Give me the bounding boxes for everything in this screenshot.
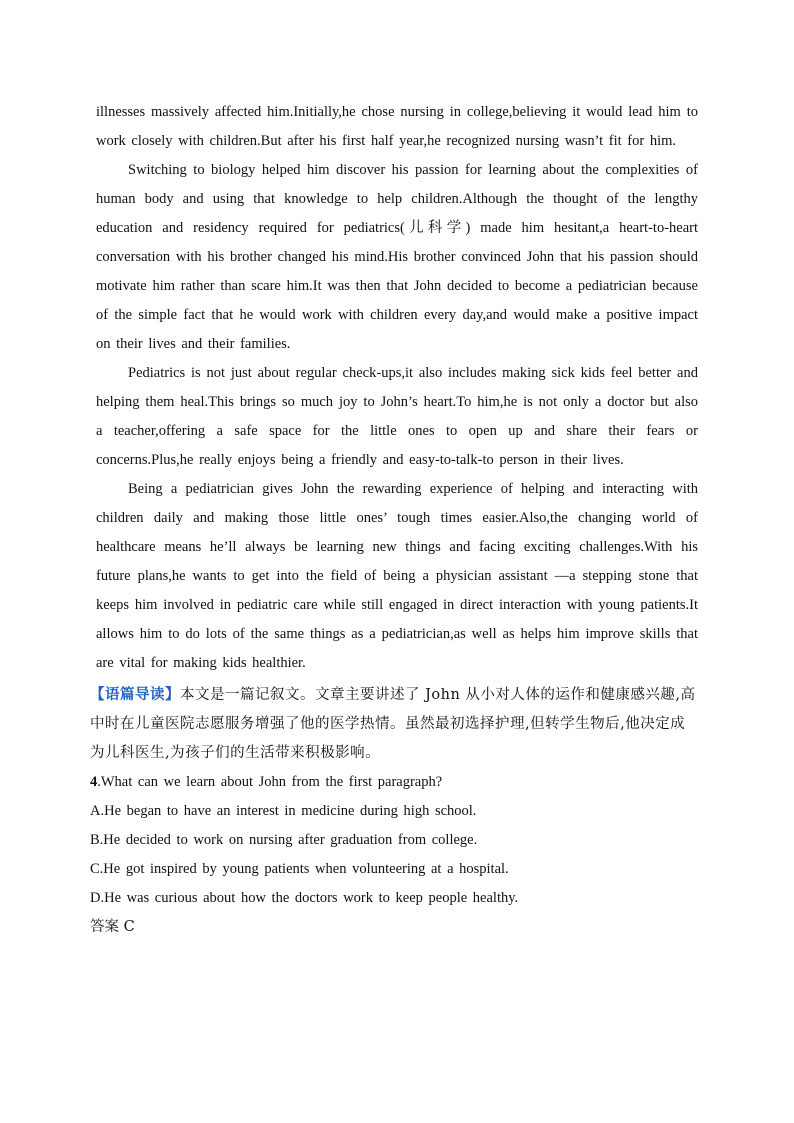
option-d: D.He was curious about how the doctors work to keep people healthy. (90, 890, 519, 906)
passage-paragraph-3: Pediatrics is not just about regular check-ups,it also includes making sick kids feel better and helping them heal.This brings so much joy to John’s heart.To him,he is not only a doctor but also a teacher,offering a safe space for the little ones to open up and share their fears or concerns.Plus,he really enjoys being a friendly and easy-to-talk-to person in their lives. (96, 365, 698, 468)
option-a: A.He began to have an interest in medicine during high school. (90, 803, 477, 819)
passage-paragraph-4: Being a pediatrician gives John the rewarding experience of helping and interacting with children daily and making those little ones’ tough times easier.Also,the changing world of healthcare means he’ll always be learning new things and facing exciting challenges.With his future plans,he wants to get into the field of being a physician assistant —a stepping stone that keeps him involved in pediatric care while still engaged in direct interaction with young patients.It allows him to do lots of the same things as a pediatrician,as well as helps him improve skills that are vital for making kids healthier. (96, 481, 698, 671)
reading-passage (96, 98, 698, 678)
passage-paragraph-1: illnesses massively affected him.Initially,he chose nursing in college,believing it would lead him to work closely with children.But after his first half year,he recognized nursing wasn’t fit for him. (96, 104, 698, 149)
question-number: 4 (90, 774, 98, 790)
passage-paragraph-2: Switching to biology helped him discover his passion for learning about the complexities of human body and using that knowledge to help children.Although the thought of the lengthy education and residency required for pediatrics(儿科学) made him hesitant,a heart-to-heart conversation with his brother changed his mind.His brother convinced John that his passion should motivate him rather than scare him.It was then that John decided to become a pediatrician because of the simple fact that he would work with children every day,and would make a positive impact on their lives and their families. (96, 162, 698, 352)
answer-value: C (123, 919, 135, 935)
passage-guide (90, 680, 700, 768)
option-c: C.He got inspired by young patients when volunteering at a hospital. (90, 861, 509, 877)
answer-line (90, 913, 698, 942)
question-stem-text: .What can we learn about John from the first paragraph? (97, 774, 443, 790)
question-stem (90, 768, 698, 797)
question-block (90, 768, 698, 913)
answer-label: 答案 (90, 919, 119, 935)
guide-text: 本文是一篇记叙文。文章主要讲述了 John 从小对人体的运作和健康感兴趣,高中时在儿童医院志愿服务增强了他的医学热情。虽然最初选择护理,但转学生物后,他决定成为儿科医生,为孩子们的生活带来积极影响。 (90, 687, 696, 761)
document-page (90, 98, 698, 942)
guide-tag: 【语篇导读】 (90, 686, 180, 703)
option-b: B.He decided to work on nursing after graduation from college. (90, 832, 478, 848)
